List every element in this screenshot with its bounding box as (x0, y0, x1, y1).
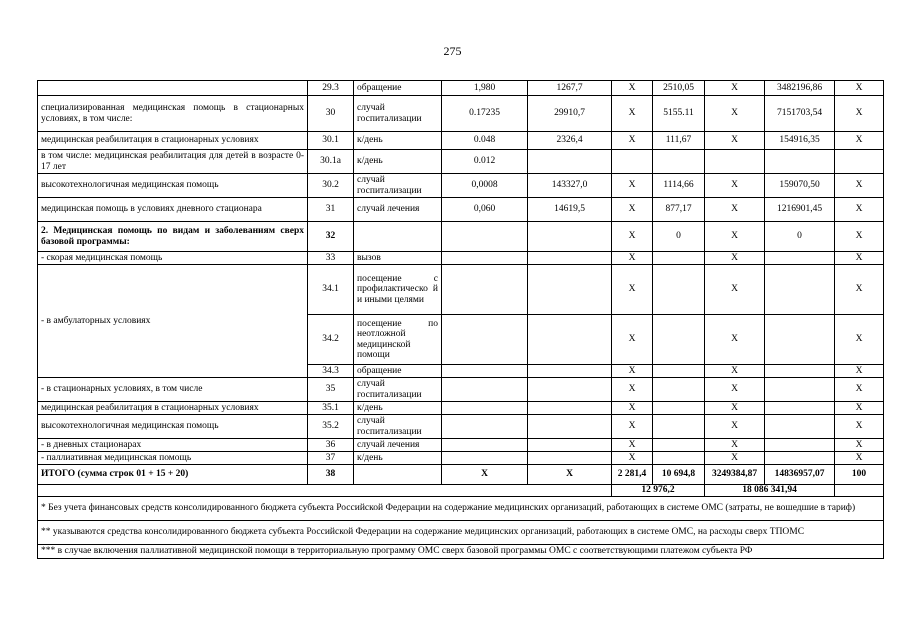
row-value-cell: Х (612, 415, 653, 439)
page-number: 275 (443, 44, 462, 58)
row-value-cell (442, 315, 528, 365)
row-unit-cell: случай госпитализации (354, 174, 442, 198)
row-code-cell: 32 (308, 222, 354, 252)
row-name-cell (38, 81, 308, 96)
row-value-cell: Х (705, 198, 765, 222)
row-value-cell (765, 439, 835, 452)
row-value-cell (765, 365, 835, 378)
table-row (38, 81, 884, 96)
row-unit-cell (354, 465, 442, 485)
row-unit-cell: случай госпитализации (354, 415, 442, 439)
row-code-cell: 35 (308, 378, 354, 402)
row-unit-cell: случай лечения (354, 198, 442, 222)
row-value-cell: Х (835, 378, 884, 402)
row-code-cell: 31 (308, 198, 354, 222)
row-value-cell: Х (705, 132, 765, 150)
row-value-cell: 0 (765, 222, 835, 252)
row-value-cell: 159070,50 (765, 174, 835, 198)
row-value-cell (442, 452, 528, 465)
row-value-cell (765, 252, 835, 265)
row-value-cell: 14836957,07 (765, 465, 835, 485)
row-unit-cell: к/день (354, 132, 442, 150)
row-value-cell: 10 694,8 (653, 465, 705, 485)
row-code-cell: 30 (308, 96, 354, 132)
row-value-cell (765, 378, 835, 402)
row-value-cell (835, 150, 884, 174)
row-code-cell: 34.3 (308, 365, 354, 378)
row-value-cell (528, 365, 612, 378)
row-value-cell: Х (442, 465, 528, 485)
footnote-row (38, 521, 884, 545)
row-value-cell: 100 (835, 465, 884, 485)
row-unit-cell: обращение (354, 81, 442, 96)
row-value-cell: 0,060 (442, 198, 528, 222)
row-name-cell: медицинская реабилитация в стационарных условиях (38, 132, 308, 150)
row-value-cell (528, 452, 612, 465)
row-value-cell: Х (835, 174, 884, 198)
row-code-cell: 30.2 (308, 174, 354, 198)
row-unit-cell (354, 222, 442, 252)
row-name-cell: специализированная медицинская помощь в стационарных условиях, в том числе: (38, 96, 308, 132)
row-value-cell (765, 150, 835, 174)
row-value-cell (442, 222, 528, 252)
row-value-cell (442, 265, 528, 315)
row-value-cell (528, 402, 612, 415)
row-value-cell: 5155.11 (653, 96, 705, 132)
row-value-cell: 7151703,54 (765, 96, 835, 132)
row-name-cell: 2. Медицинская помощь по видам и заболеваниям сверх базовой программы: (38, 222, 308, 252)
row-value-cell: Х (705, 402, 765, 415)
row-value-cell (653, 265, 705, 315)
row-value-cell: Х (835, 402, 884, 415)
row-value-cell: 0.012 (442, 150, 528, 174)
row-value-cell (705, 150, 765, 174)
row-value-cell: Х (705, 378, 765, 402)
row-value-cell: 154916,35 (765, 132, 835, 150)
row-value-cell (653, 439, 705, 452)
row-value-cell: Х (705, 415, 765, 439)
table-row (38, 378, 884, 402)
row-value-cell: Х (612, 365, 653, 378)
table-row (38, 252, 884, 265)
row-value-cell: Х (705, 452, 765, 465)
table-row (38, 402, 884, 415)
footnote: * Без учета финансовых средств консолидированного бюджета субъекта Российской Федерации на содержание медицинских организаций, работающих в системе ОМС (затраты, не вошедшие в тариф) (38, 497, 884, 521)
row-code-cell: 37 (308, 452, 354, 465)
table-row (38, 150, 884, 174)
row-value-cell: Х (612, 222, 653, 252)
row-value-cell: 111,67 (653, 132, 705, 150)
row-value-cell: Х (612, 174, 653, 198)
row-value-cell: Х (835, 315, 884, 365)
subtotal-right: 18 086 341,94 (705, 485, 835, 497)
row-value-cell: Х (835, 452, 884, 465)
row-value-cell (528, 252, 612, 265)
row-value-cell (442, 252, 528, 265)
row-code-cell: 34.1 (308, 265, 354, 315)
row-value-cell: Х (835, 132, 884, 150)
row-value-cell: 0 (653, 222, 705, 252)
row-value-cell (528, 439, 612, 452)
row-code-cell: 29.3 (308, 81, 354, 96)
row-value-cell (528, 378, 612, 402)
subtotals-row (38, 485, 884, 497)
row-value-cell: 1216901,45 (765, 198, 835, 222)
row-value-cell: Х (705, 252, 765, 265)
table-row (38, 452, 884, 465)
row-value-cell (765, 315, 835, 365)
row-value-cell: Х (705, 174, 765, 198)
row-value-cell: Х (835, 365, 884, 378)
row-value-cell: 0.17235 (442, 96, 528, 132)
row-value-cell (612, 150, 653, 174)
row-code-cell: 38 (308, 465, 354, 485)
row-value-cell: Х (612, 378, 653, 402)
table-row (38, 265, 884, 315)
row-name-cell: медицинская помощь в условиях дневного стационара (38, 198, 308, 222)
row-value-cell: Х (612, 96, 653, 132)
table-row (38, 198, 884, 222)
row-name-cell: - паллиативная медицинская помощь (38, 452, 308, 465)
row-value-cell: 2 281,4 (612, 465, 653, 485)
row-value-cell: 143327,0 (528, 174, 612, 198)
table-row (38, 132, 884, 150)
row-value-cell (528, 415, 612, 439)
blank-cell (38, 485, 612, 497)
row-value-cell: Х (705, 365, 765, 378)
row-value-cell: Х (705, 222, 765, 252)
footnote-row (38, 545, 884, 559)
row-value-cell (765, 402, 835, 415)
row-value-cell (653, 365, 705, 378)
row-name-cell: высокотехнологичная медицинская помощь (38, 174, 308, 198)
table-row (38, 415, 884, 439)
row-value-cell: Х (835, 265, 884, 315)
row-value-cell: Х (705, 96, 765, 132)
footnote: *** в случае включения паллиативной медицинской помощи в территориальную программу ОМС сверх базовой программы ОМС с соответствующими платежом субъекта РФ (38, 545, 884, 559)
row-value-cell: Х (612, 252, 653, 265)
row-value-cell (653, 150, 705, 174)
row-value-cell (653, 415, 705, 439)
row-value-cell: 1114,66 (653, 174, 705, 198)
row-code-cell: 35.2 (308, 415, 354, 439)
row-unit-cell: посещение с профилактическо й и иными целями (354, 265, 442, 315)
row-value-cell (528, 265, 612, 315)
row-value-cell (442, 365, 528, 378)
row-unit-cell: случай лечения (354, 439, 442, 452)
row-value-cell: Х (612, 315, 653, 365)
row-value-cell: Х (705, 265, 765, 315)
table-row (38, 222, 884, 252)
row-code-cell: 30.1а (308, 150, 354, 174)
row-value-cell: Х (835, 222, 884, 252)
table-row (38, 439, 884, 452)
row-value-cell: Х (528, 465, 612, 485)
row-code-cell: 33 (308, 252, 354, 265)
row-value-cell: 14619,5 (528, 198, 612, 222)
row-value-cell: Х (835, 252, 884, 265)
row-value-cell: Х (612, 265, 653, 315)
row-value-cell (528, 222, 612, 252)
row-value-cell (765, 415, 835, 439)
row-code-cell: 35.1 (308, 402, 354, 415)
row-name-cell: ИТОГО (сумма строк 01 + 15 + 20) (38, 465, 308, 485)
table-row (38, 96, 884, 132)
row-name-cell: высокотехнологичная медицинская помощь (38, 415, 308, 439)
row-value-cell (528, 150, 612, 174)
row-value-cell: Х (612, 81, 653, 96)
table-row (38, 465, 884, 485)
row-value-cell: Х (612, 402, 653, 415)
row-name-cell: - в дневных стационарах (38, 439, 308, 452)
report-sheet (37, 80, 883, 590)
subtotal-left: 12 976,2 (612, 485, 705, 497)
row-value-cell: 877,17 (653, 198, 705, 222)
row-value-cell: Х (835, 415, 884, 439)
row-value-cell (653, 452, 705, 465)
row-value-cell: Х (612, 452, 653, 465)
row-value-cell (765, 265, 835, 315)
row-value-cell: 1,980 (442, 81, 528, 96)
row-value-cell (653, 315, 705, 365)
row-value-cell: Х (835, 439, 884, 452)
row-value-cell: Х (835, 81, 884, 96)
row-value-cell: 3482196,86 (765, 81, 835, 96)
row-value-cell: 2326,4 (528, 132, 612, 150)
row-value-cell (653, 252, 705, 265)
row-unit-cell: к/день (354, 150, 442, 174)
row-value-cell: Х (612, 439, 653, 452)
row-unit-cell: к/день (354, 452, 442, 465)
row-unit-cell: к/день (354, 402, 442, 415)
row-value-cell: Х (705, 81, 765, 96)
row-value-cell (442, 402, 528, 415)
row-value-cell: Х (612, 132, 653, 150)
row-value-cell (653, 378, 705, 402)
row-code-cell: 30.1 (308, 132, 354, 150)
row-value-cell: Х (835, 96, 884, 132)
row-name-cell: - в стационарных условиях, в том числе (38, 378, 308, 402)
row-value-cell: 1267,7 (528, 81, 612, 96)
row-value-cell: Х (705, 315, 765, 365)
row-value-cell (442, 415, 528, 439)
row-value-cell: Х (835, 198, 884, 222)
row-unit-cell: обращение (354, 365, 442, 378)
row-name-cell: медицинская реабилитация в стационарных условиях (38, 402, 308, 415)
row-code-cell: 36 (308, 439, 354, 452)
row-value-cell: 2510,05 (653, 81, 705, 96)
row-unit-cell: вызов (354, 252, 442, 265)
row-name-cell: в том числе: медицинская реабилитация для детей в возрасте 0-17 лет (38, 150, 308, 174)
row-unit-cell: случай госпитализации (354, 96, 442, 132)
footnote: ** указываются средства консолидированного бюджета субъекта Российской Федерации на содержание медицинских организаций, работающих в системе ОМС, на расходы сверх ТПОМС (38, 521, 884, 545)
row-code-cell: 34.2 (308, 315, 354, 365)
row-value-cell: Х (612, 198, 653, 222)
row-name-cell: - в амбулаторных условиях (38, 265, 308, 378)
row-value-cell (442, 378, 528, 402)
row-unit-cell: случай госпитализации (354, 378, 442, 402)
row-value-cell (442, 439, 528, 452)
row-value-cell (528, 315, 612, 365)
row-value-cell: 29910,7 (528, 96, 612, 132)
row-value-cell (653, 402, 705, 415)
row-value-cell: 0.048 (442, 132, 528, 150)
footnote-row (38, 497, 884, 521)
financing-table (37, 80, 884, 559)
row-value-cell: 3249384,87 (705, 465, 765, 485)
table-row (38, 174, 884, 198)
row-value-cell: Х (705, 439, 765, 452)
row-value-cell (765, 452, 835, 465)
blank-cell (835, 485, 884, 497)
row-unit-cell: посещение по неотложной медицинской помощи (354, 315, 442, 365)
row-name-cell: - скорая медицинская помощь (38, 252, 308, 265)
row-value-cell: 0,0008 (442, 174, 528, 198)
